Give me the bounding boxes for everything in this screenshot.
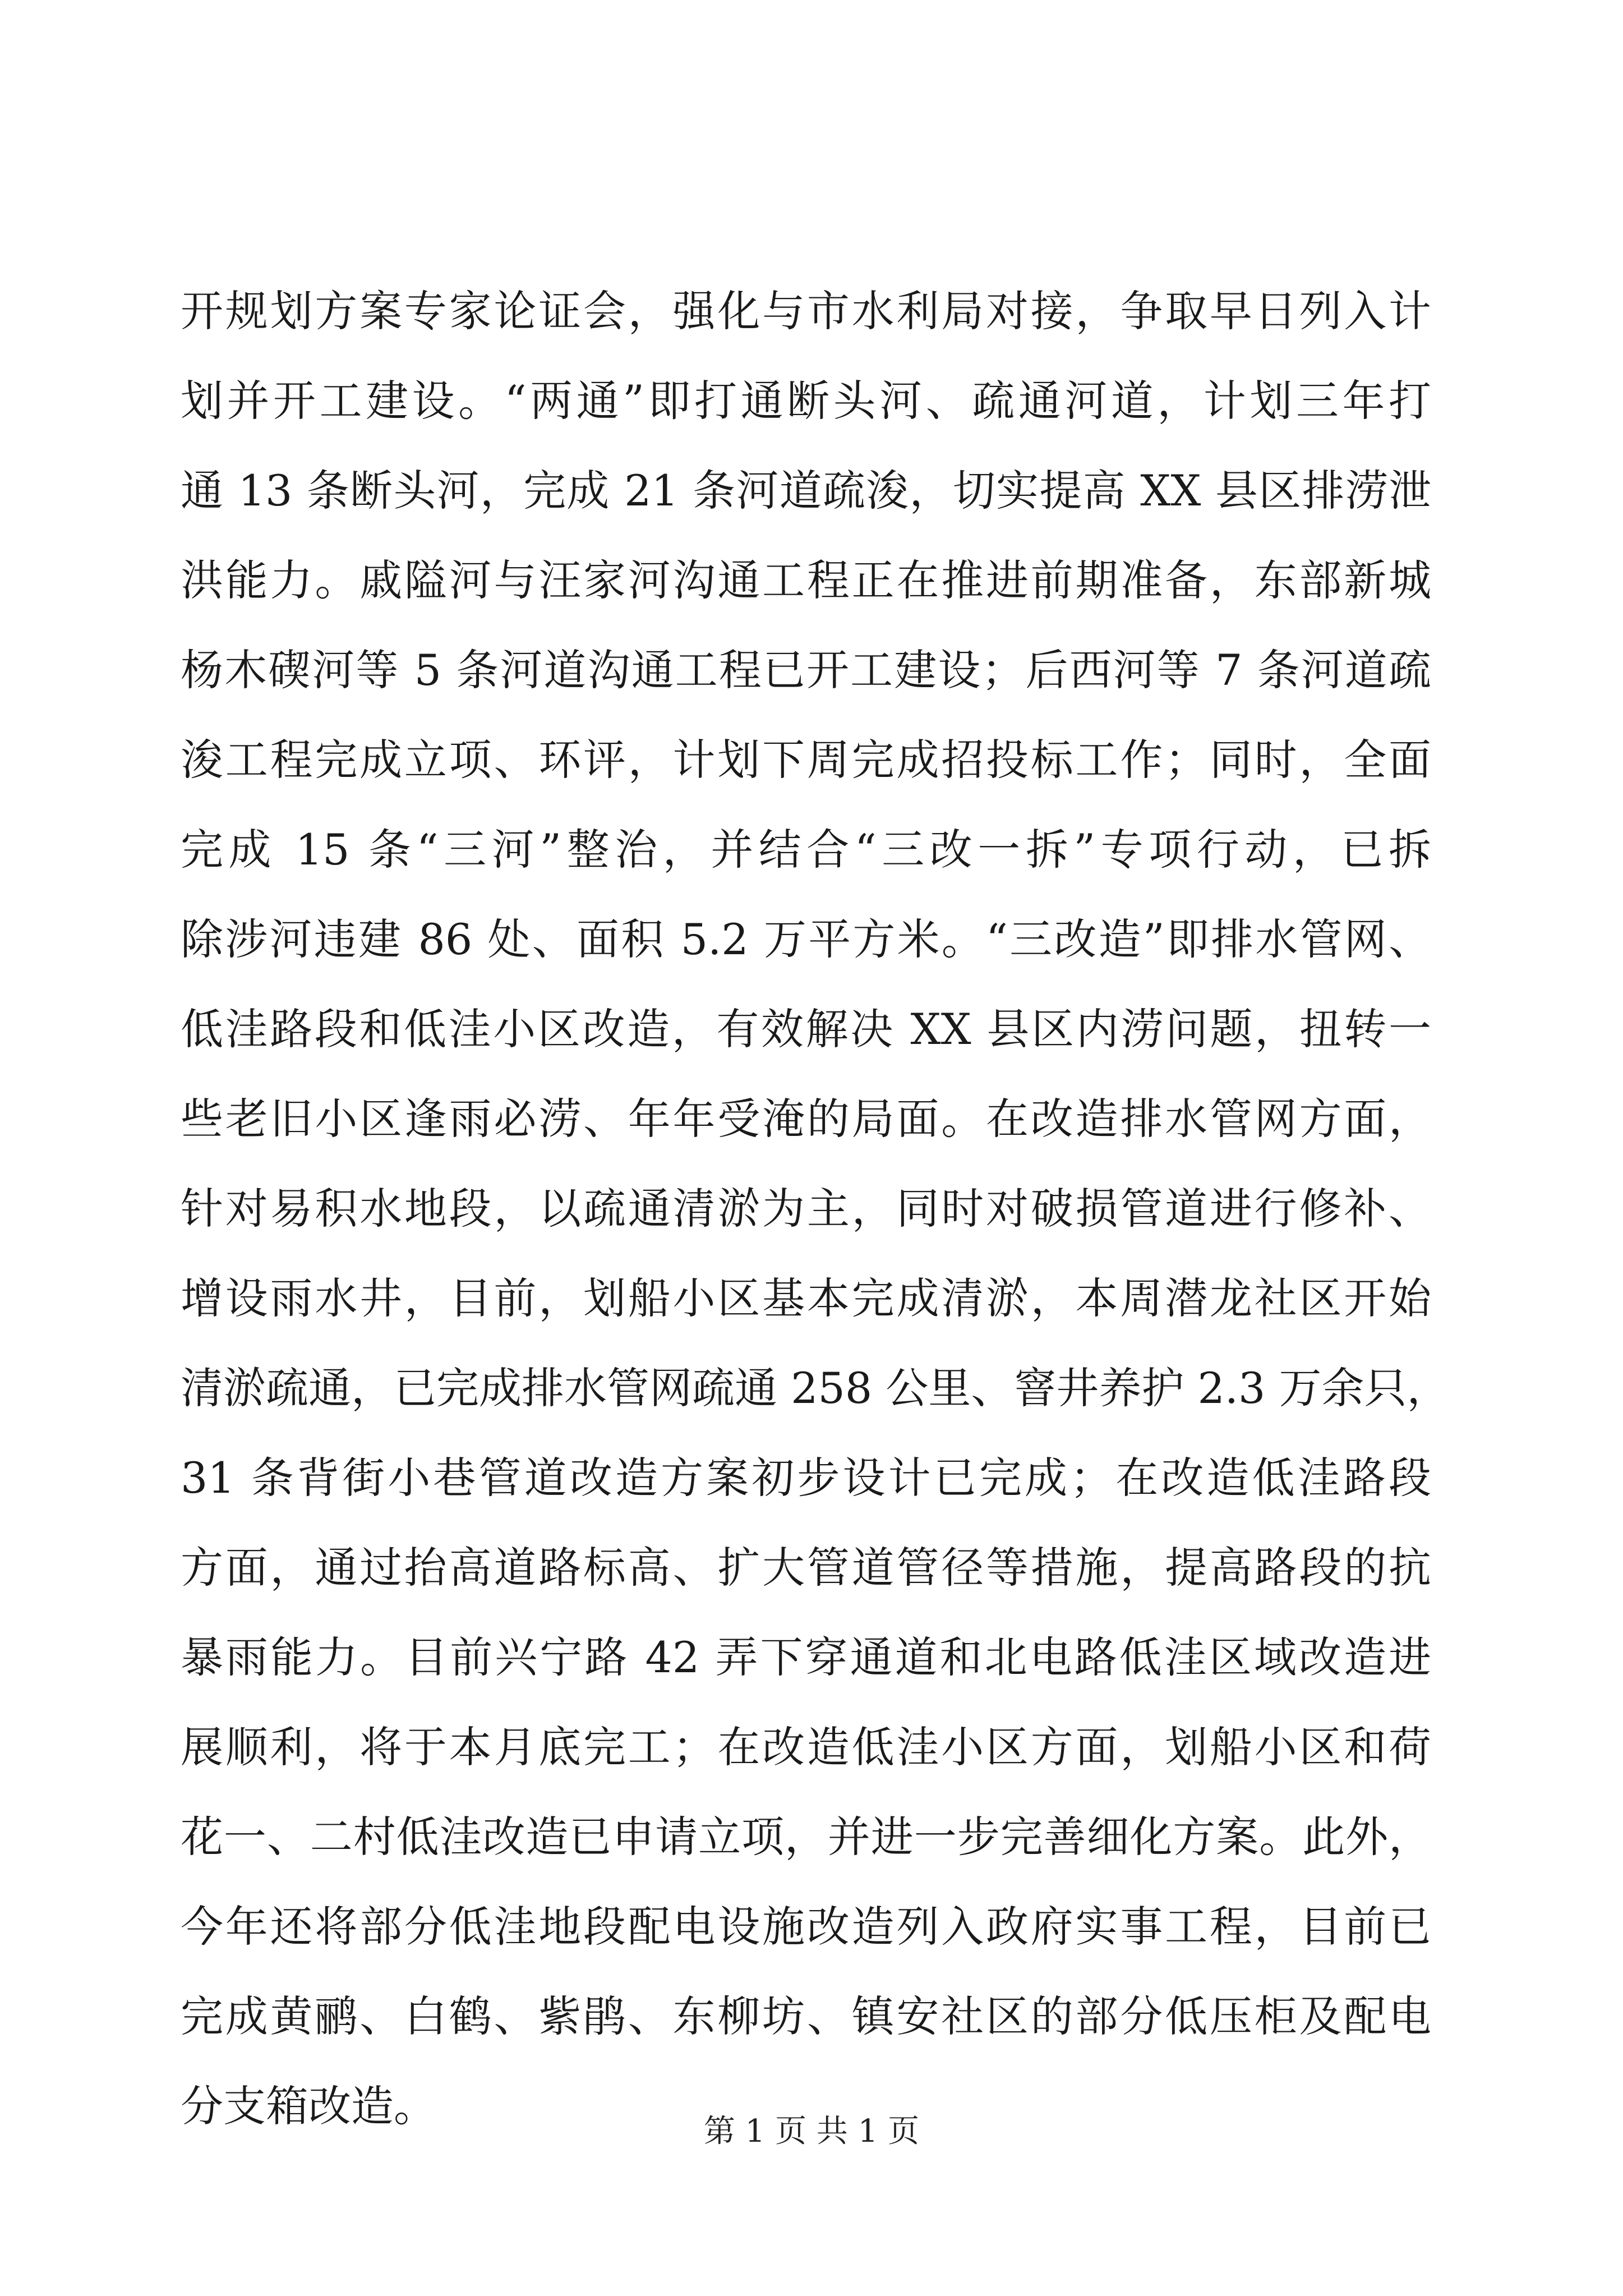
text-line: 针对易积水地段，以疏通清淤为主，同时对破损管道进行修补、 [181, 1184, 1431, 1234]
text-line: 方面，通过抬高道路标高、扩大管道管径等措施，提高路段的抗 [181, 1543, 1431, 1593]
text-line: 花一、二村低洼改造已申请立项，并进一步完善细化方案。此外， [181, 1812, 1431, 1862]
text-line: 洪能力。戚隘河与汪家河沟通工程正在推进前期准备，东部新城 [181, 555, 1431, 605]
text-line: 31 条背街小巷管道改造方案初步设计已完成；在改造低洼路段 [181, 1453, 1431, 1503]
text-line: 浚工程完成立项、环评，计划下周完成招投标工作；同时，全面 [181, 735, 1431, 785]
page-number-footer: 第 1 页 共 1 页 [703, 2113, 920, 2150]
text-line: 暴雨能力。目前兴宁路 42 弄下穿通道和北电路低洼区域改造进 [181, 1632, 1431, 1682]
text-line: 低洼路段和低洼小区改造，有效解决 XX 县区内涝问题，扭转一 [181, 1004, 1431, 1054]
body-paragraph [181, 266, 1450, 2151]
text-line: 些老旧小区逢雨必涝、年年受淹的局面。在改造排水管网方面， [181, 1094, 1431, 1144]
text-line: 完成黄鹂、白鹤、紫鹃、东柳坊、镇安社区的部分低压柜及配电 [181, 1991, 1431, 2041]
text-line: 今年还将部分低洼地段配电设施改造列入政府实事工程，目前已 [181, 1902, 1431, 1952]
text-line: 清淤疏通，已完成排水管网疏通 258 公里、窨井养护 2.3 万余只， [181, 1363, 1450, 1413]
text-line: 通 13 条断头河，完成 21 条河道疏浚，切实提高 XX 县区排涝泄 [181, 466, 1431, 516]
text-line: 除涉河违建 86 处、面积 5.2 万平方米。“三改造”即排水管网、 [181, 914, 1431, 964]
text-line: 分支箱改造。 [181, 2081, 436, 2131]
text-line: 划并开工建设。“两通”即打通断头河、疏通河道，计划三年打 [181, 376, 1431, 426]
text-line: 增设雨水井，目前，划船小区基本完成清淤，本周潜龙社区开始 [181, 1273, 1431, 1323]
text-line: 展顺利，将于本月底完工；在改造低洼小区方面，划船小区和荷 [181, 1722, 1431, 1772]
text-line: 开规划方案专家论证会，强化与市水利局对接，争取早日列入计 [181, 286, 1431, 336]
text-line: 杨木碶河等 5 条河道沟通工程已开工建设；后西河等 7 条河道疏 [181, 645, 1431, 695]
text-line: 完成 15 条“三河”整治，并结合“三改一拆”专项行动，已拆 [181, 825, 1431, 875]
